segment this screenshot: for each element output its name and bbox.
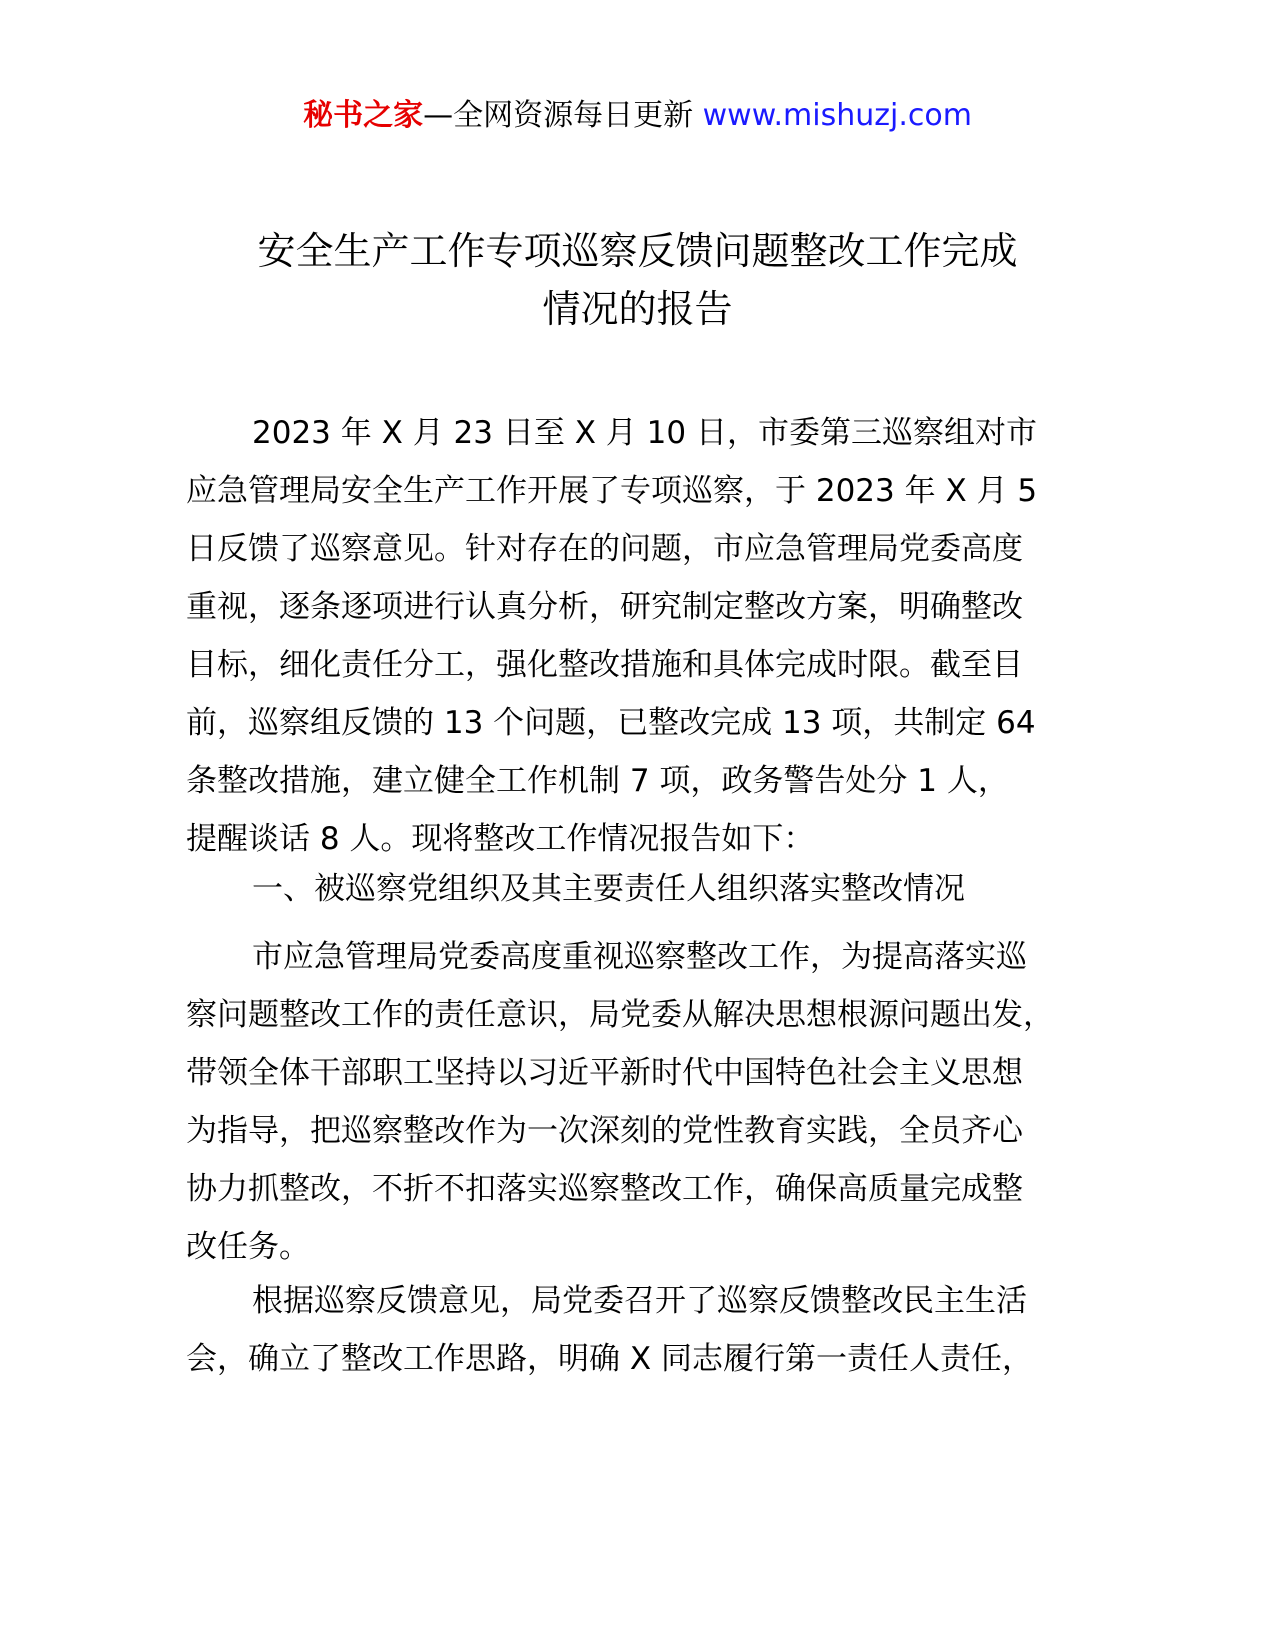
document-title xyxy=(160,222,1115,338)
header-tagline: —全网资源每日更新 xyxy=(423,98,703,133)
site-link[interactable]: www.mishuzj.com xyxy=(702,98,972,133)
text-line: 协力抓整改，不折不扣落实巡察整改工作，确保高质量完成整 xyxy=(186,1171,1023,1207)
text-line: 目标，细化责任分工，强化整改措施和具体完成时限。截至目 xyxy=(186,647,1023,683)
title-line: 情况的报告 xyxy=(542,287,733,331)
text-line: 重视，逐条逐项进行认真分析，研究制定整改方案，明确整改 xyxy=(186,589,1023,625)
text-line: 条整改措施，建立健全工作机制 7 项，政务警告处分 1 人， xyxy=(186,763,1009,799)
watermark-header xyxy=(0,96,1275,136)
text-line: 前，巡察组反馈的 13 个问题，已整改完成 13 项，共制定 64 xyxy=(186,705,1036,741)
title-line: 安全生产工作专项巡察反馈问题整改工作完成 xyxy=(257,229,1018,273)
paragraph-section-body xyxy=(186,928,1106,1276)
text-line: 为指导，把巡察整改作为一次深刻的党性教育实践，全员齐心 xyxy=(186,1113,1023,1149)
text-line: 提醒谈话 8 人。现将整改工作情况报告如下： xyxy=(186,821,815,857)
text-line: 察问题整改工作的责任意识，局党委从解决思想根源问题出发， xyxy=(186,997,1054,1033)
brand-name: 秘书之家 xyxy=(303,98,424,133)
paragraph-followup xyxy=(186,1272,1106,1388)
heading-line: 一、被巡察党组织及其主要责任人组织落实整改情况 xyxy=(252,871,965,907)
section-heading xyxy=(186,860,1106,918)
text-line: 会，确立了整改工作思路，明确 X 同志履行第一责任人责任， xyxy=(186,1341,1033,1377)
text-line: 改任务。 xyxy=(186,1229,310,1265)
text-line: 2023 年 X 月 23 日至 X 月 10 日，市委第三巡察组对市 xyxy=(252,415,1037,451)
text-line: 日反馈了巡察意见。针对存在的问题，市应急管理局党委高度 xyxy=(186,531,1023,567)
text-line: 应急管理局安全生产工作开展了专项巡察，于 2023 年 X 月 5 xyxy=(186,473,1038,509)
text-line: 市应急管理局党委高度重视巡察整改工作，为提高落实巡 xyxy=(252,939,1027,975)
paragraph-intro xyxy=(186,404,1106,868)
text-line: 带领全体干部职工坚持以习近平新时代中国特色社会主义思想 xyxy=(186,1055,1023,1091)
text-line: 根据巡察反馈意见，局党委召开了巡察反馈整改民主生活 xyxy=(252,1283,1027,1319)
